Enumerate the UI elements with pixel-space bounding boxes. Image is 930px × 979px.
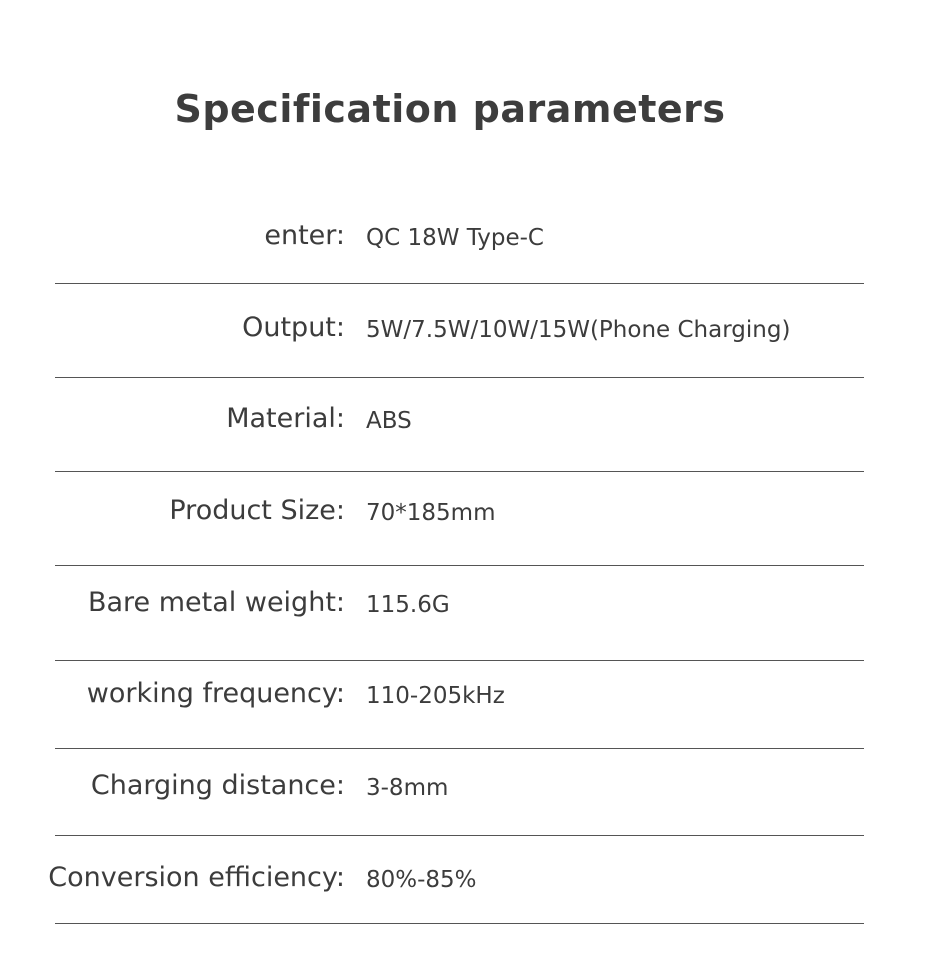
row-divider	[55, 748, 864, 749]
spec-value: 115.6G	[366, 592, 450, 618]
spec-label: enter:	[264, 220, 345, 251]
row-divider	[55, 835, 864, 836]
spec-value: 5W/7.5W/10W/15W(Phone Charging)	[366, 317, 791, 343]
spec-label: Product Size:	[169, 495, 345, 526]
spec-label: Material:	[226, 403, 345, 434]
spec-value: 3-8mm	[366, 775, 449, 801]
spec-label: Charging distance:	[90, 770, 345, 801]
spec-label: Conversion efficiency:	[48, 862, 345, 893]
spec-value: 110-205kHz	[366, 683, 505, 709]
spec-value: ABS	[366, 408, 412, 434]
row-divider	[55, 923, 864, 924]
row-divider	[55, 660, 864, 661]
spec-value: QC 18W Type-C	[366, 225, 544, 251]
row-divider	[55, 377, 864, 378]
row-divider	[55, 283, 864, 284]
spec-label: Output:	[242, 312, 345, 343]
spec-label: Bare metal weight:	[87, 587, 345, 618]
row-divider	[55, 471, 864, 472]
spec-value: 70*185mm	[366, 500, 496, 526]
row-divider	[55, 565, 864, 566]
spec-label: working frequency:	[86, 678, 345, 709]
page-title: Specification parameters	[174, 87, 726, 131]
spec-value: 80%-85%	[366, 867, 477, 893]
